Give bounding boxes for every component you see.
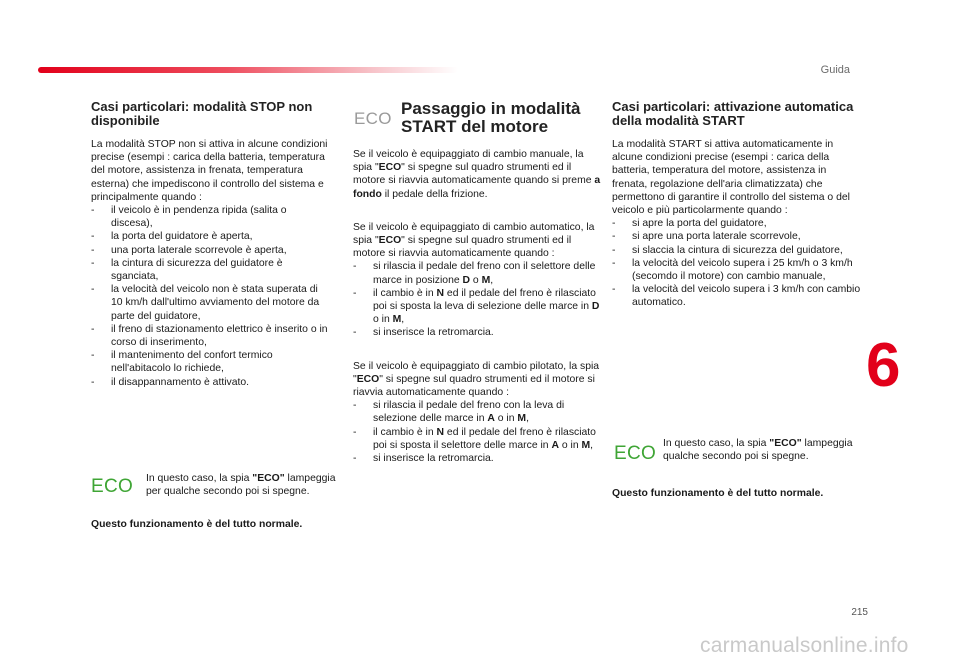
watermark: carmanualsonline.info: [700, 634, 909, 657]
list-item: - il disappannamento è attivato.: [91, 376, 331, 389]
eco-icon: ECO: [91, 476, 134, 497]
list-item: - il cambio è in N ed il pedale del freno è rilasciato poi si sposta la leva di selezione delle marce in D o in M,: [353, 287, 601, 327]
page-title: Passaggio in modalità START del motore: [401, 99, 581, 136]
eco-icon: ECO: [614, 443, 657, 464]
list-item: - si rilascia il pedale del freno con il selettore delle marce in posizione D o M,: [353, 260, 601, 286]
column-stop-unavailable: [91, 100, 331, 389]
list-item: - il veicolo è in pendenza ripida (salita o discesa),: [91, 204, 331, 230]
normal-operation-note: Questo funzionamento è del tutto normale.: [91, 519, 303, 530]
manual-gearbox-paragraph: Se il veicolo è equipaggiato di cambio manuale, la spia "ECO" si spegne sul quadro strumenti ed il motore si riavvia automaticamente quando si preme a fondo il pedale della frizione.: [353, 149, 601, 200]
section-title: Casi particolari: attivazione automatica della modalità START: [612, 99, 854, 128]
list-item: - la velocità del veicolo supera i 25 km/h o 3 km/h (secomdo il motore) con cambio manuale,: [612, 257, 862, 283]
list-item: - si inserisce la retromarcia.: [353, 326, 601, 339]
section-label: Guida: [820, 64, 850, 76]
piloted-gearbox-paragraph: Se il veicolo è equipaggiato di cambio pilotato, la spia "ECO" si spegne sul quadro strumenti ed il motore si riavvia automaticamente quando :: [353, 360, 600, 399]
list-item: - si slaccia la cintura di sicurezza del guidatore,: [612, 244, 862, 257]
list-item: - si rilascia il pedale del freno con la leva di selezione delle marce in A o in M,: [353, 399, 601, 425]
intro-paragraph: La modalità STOP non si attiva in alcune condizioni precise (esempi : carica della batteria, temperatura del motore, assistenza in frenata, temperatura esterna) che impediscono il controllo del sistema e principalmente quando :: [91, 139, 328, 203]
list-item: - la cintura di sicurezza del guidatore è sganciata,: [91, 257, 331, 283]
list-item: - il cambio è in N ed il pedale del freno è rilasciato poi si sposta il selettore delle marce in A o in M,: [353, 426, 601, 452]
column-start-auto: [612, 100, 862, 310]
list-item: - si apre una porta laterale scorrevole,: [612, 230, 862, 243]
eco-icon: ECO: [354, 109, 392, 128]
intro-paragraph: La modalità START si attiva automaticamente in alcune condizioni precise (esempi : carica della batteria, temperatura del motore, assistenza in frenata, regolazione dell'aria climatizzata) che permettono di garantire il controllo del sistema o del veicolo e più particolarmente quando :: [612, 139, 850, 217]
condition-list: [612, 217, 862, 309]
automatic-conditions-list: [353, 260, 601, 339]
column-start-mode: [353, 100, 601, 465]
list-item: - una porta laterale scorrevole è aperta,: [91, 244, 331, 257]
list-item: - la velocità del veicolo supera i 3 km/h con cambio automatico.: [612, 283, 862, 309]
condition-list: [91, 204, 331, 389]
header-accent-bar: [38, 67, 458, 73]
section-title: Casi particolari: modalità STOP non disponibile: [91, 99, 313, 128]
list-item: - il freno di stazionamento elettrico è inserito o in corso di inserimento,: [91, 323, 331, 349]
eco-note: In questo caso, la spia "ECO" lampeggia per qualche secondo poi si spegne.: [146, 473, 336, 498]
page-number: 215: [851, 607, 868, 618]
list-item: - il mantenimento del confort termico nell'abitacolo lo richiede,: [91, 349, 331, 375]
list-item: - si inserisce la retromarcia.: [353, 452, 601, 465]
normal-operation-note: Questo funzionamento è del tutto normale.: [612, 488, 824, 499]
list-item: - la velocità del veicolo non è stata superata di 10 km/h dall'ultimo avviamento del motore da parte del guidatore,: [91, 283, 331, 323]
chapter-number: 6: [866, 331, 901, 400]
piloted-conditions-list: [353, 399, 601, 465]
eco-note: In questo caso, la spia "ECO" lampeggia qualche secondo poi si spegne.: [663, 438, 853, 463]
list-item: - si apre la porta del guidatore,: [612, 217, 862, 230]
automatic-gearbox-paragraph: Se il veicolo è equipaggiato di cambio automatico, la spia "ECO" si spegne sul quadro strumenti ed il motore si riavvia automaticamente quando :: [353, 221, 595, 260]
list-item: - la porta del guidatore è aperta,: [91, 230, 331, 243]
